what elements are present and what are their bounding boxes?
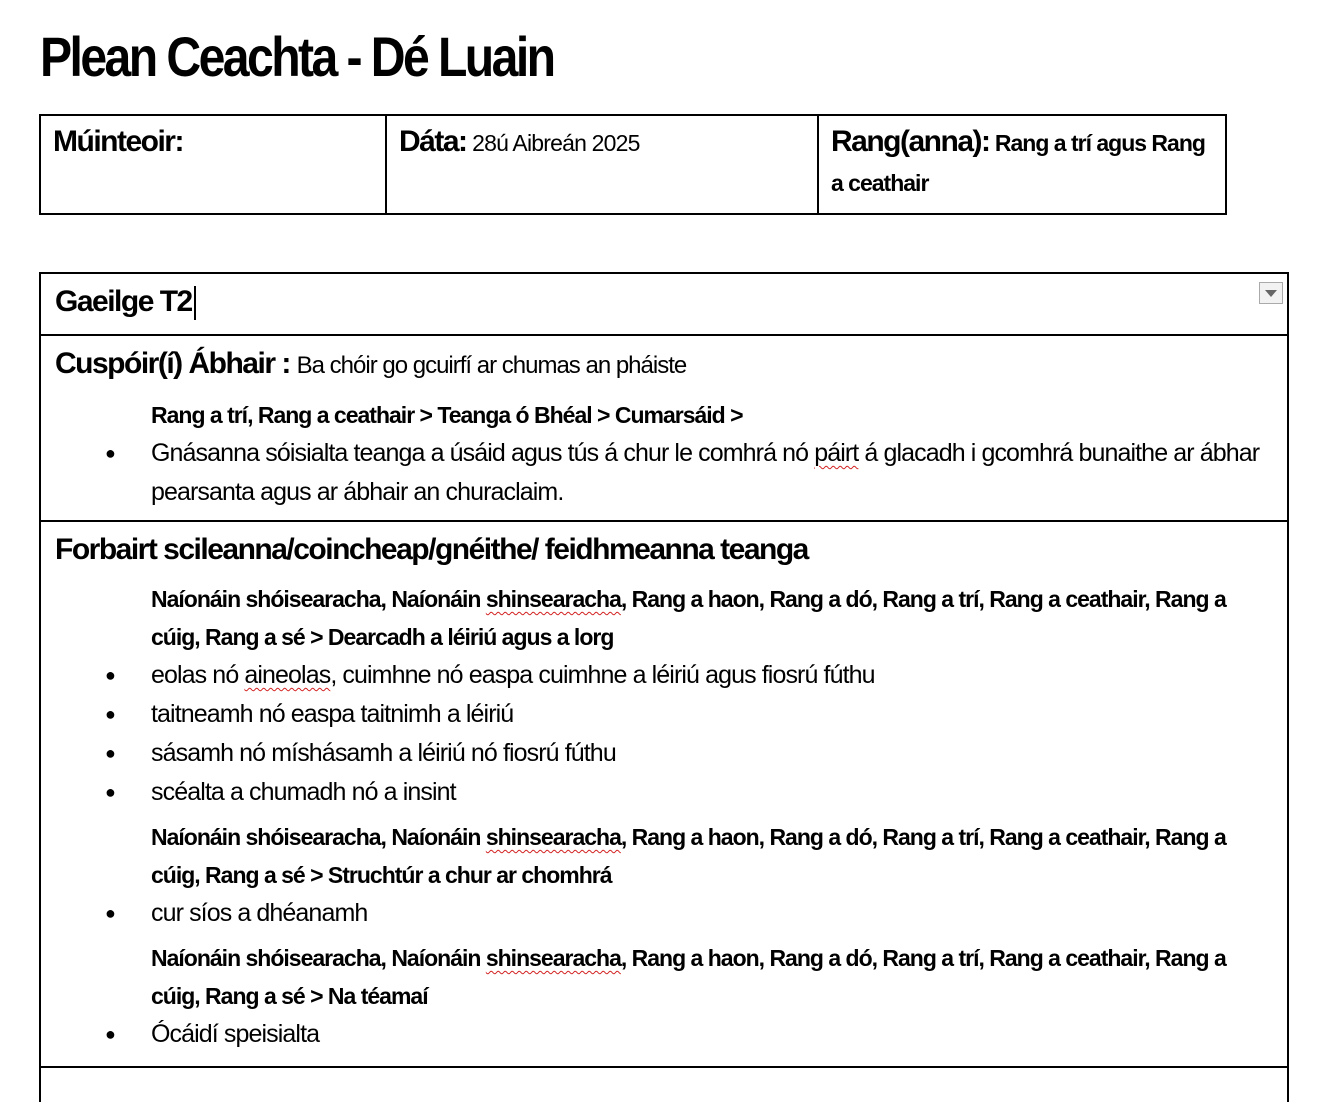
subject-row[interactable] (41, 274, 1287, 336)
skills-list (55, 1015, 1273, 1054)
text-cursor (194, 286, 196, 320)
item-text: Ócáidí speisialta (151, 1020, 320, 1048)
teacher-cell[interactable] (41, 116, 385, 213)
strand-text: Naíonáin shóisearacha, Naíonáin (151, 945, 486, 971)
subject-table (39, 272, 1289, 1102)
list-item (55, 434, 1273, 512)
class-label: Rang(anna): (831, 125, 990, 158)
objective-heading (55, 340, 1273, 390)
item-text: sásamh nó míshásamh a léiriú nó fiosrú fúthu (151, 739, 616, 767)
spelling-flag[interactable]: shinsearacha (485, 586, 621, 612)
date-cell[interactable] (385, 116, 817, 213)
item-text: Gnásanna sóisialta teanga a úsáid agus tús á chur le comhrá nó (151, 439, 815, 467)
item-text: , cuimhne nó easpa cuimhne a léiriú agus fiosrú fúthu (330, 661, 875, 689)
objective-intro: Ba chóir go gcuirfí ar chumas an pháiste (296, 352, 687, 379)
lesson-info-table (39, 114, 1227, 215)
list-item (55, 656, 1273, 695)
date-label: Dáta: (399, 125, 467, 158)
spelling-flag[interactable]: shinsearacha (485, 824, 621, 850)
list-item (55, 894, 1273, 933)
strand-text: , Rang a haon, Rang a dó, Rang a trí, Rang a ceathair, Rang a cúig, Rang a sé > Dearcadh a léiriú agus a lorg (151, 586, 1226, 650)
item-text: á glacadh i gcomhrá bunaithe ar ábhar pearsanta agus ar ábhair an churaclaim. (151, 439, 1260, 506)
skills-strand (151, 818, 1273, 894)
objective-label: Cuspóir(í) Ábhair : (55, 347, 297, 380)
skills-strand (151, 580, 1273, 656)
skills-heading: Forbairt scileanna/coincheap/gnéithe/ feidhmeanna teanga (55, 533, 808, 566)
list-item (55, 1015, 1273, 1054)
objective-strand: Rang a trí, Rang a ceathair > Teanga ó Bhéal > Cumarsáid > (151, 402, 743, 428)
strand-text: , Rang a haon, Rang a dó, Rang a trí, Rang a ceathair, Rang a cúig, Rang a sé > Struchtúr a chur ar chomhrá (151, 824, 1226, 888)
skills-row[interactable] (41, 522, 1287, 1068)
subject-name[interactable] (55, 280, 196, 324)
strand-text: Naíonáin shóisearacha, Naíonáin (151, 586, 486, 612)
objective-row[interactable] (41, 336, 1287, 522)
class-value[interactable]: Rang a trí agus Rang a ceathair (831, 130, 1205, 196)
chevron-down-icon[interactable] (1259, 282, 1283, 304)
skills-list (55, 894, 1273, 933)
class-cell[interactable] (817, 116, 1225, 213)
item-text: scéalta a chumadh nó a insint (151, 778, 456, 806)
skills-list (55, 656, 1273, 812)
item-text: taitneamh nó easpa taitnimh a léiriú (151, 700, 514, 728)
item-text: eolas nó (151, 661, 245, 689)
item-text: cur síos a dhéanamh (151, 899, 368, 927)
teacher-label: Múinteoir: (53, 125, 183, 158)
date-value[interactable]: 28ú Aibreán 2025 (466, 130, 640, 156)
spelling-flag[interactable]: páirt (814, 439, 859, 467)
strand-text: Naíonáin shóisearacha, Naíonáin (151, 824, 486, 850)
page-title: Plean Ceachta - Dé Luain (40, 25, 554, 88)
spelling-flag[interactable]: shinsearacha (485, 945, 621, 971)
skills-strand (151, 939, 1273, 1015)
list-item (55, 773, 1273, 812)
strand-text: , Rang a haon, Rang a dó, Rang a trí, Rang a ceathair, Rang a cúig, Rang a sé > Na téamaí (151, 945, 1226, 1009)
list-item (55, 734, 1273, 773)
subject-name-text: Gaeilge T2 (55, 285, 192, 318)
list-item (55, 695, 1273, 734)
spelling-flag[interactable]: aineolas (244, 661, 331, 689)
objective-list (55, 434, 1273, 512)
